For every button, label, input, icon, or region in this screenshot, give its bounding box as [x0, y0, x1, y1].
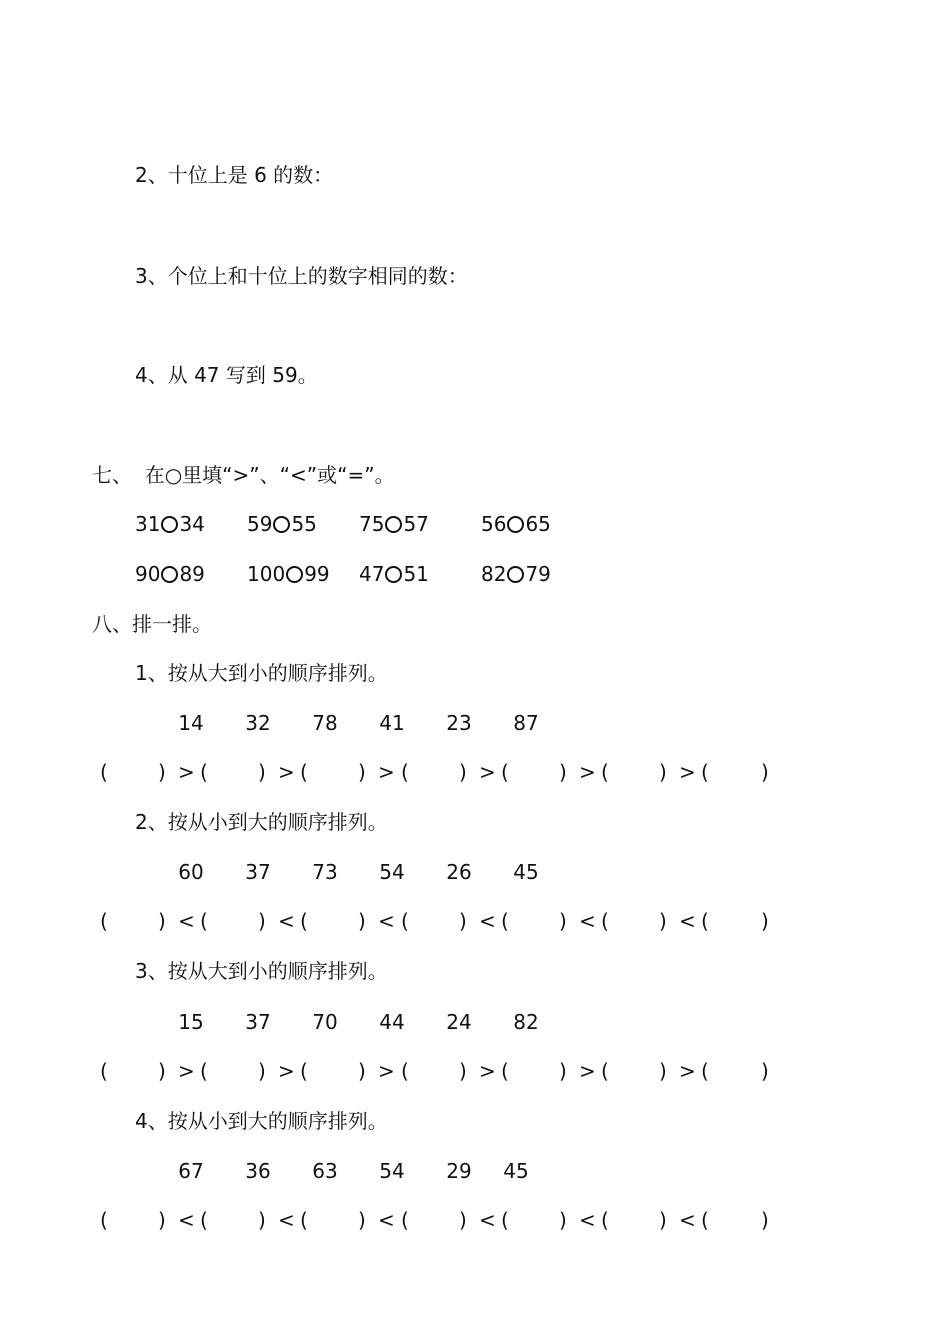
- number-to-order: 54: [379, 860, 405, 884]
- comparison-sign: <: [579, 1208, 596, 1232]
- blank-open-paren[interactable]: (: [300, 1059, 308, 1083]
- blank-open-paren[interactable]: (: [200, 909, 208, 933]
- blank-close-paren[interactable]: ): [358, 1059, 366, 1083]
- q6-item-3: 3、个位上和十位上的数字相同的数：: [135, 264, 468, 288]
- compare-item: [247, 512, 317, 536]
- number-to-order: 26: [446, 860, 472, 884]
- number-to-order: 73: [312, 860, 338, 884]
- blank-close-paren[interactable]: ): [358, 760, 366, 784]
- blank-close-paren[interactable]: ): [459, 760, 467, 784]
- comparison-sign: <: [178, 1208, 195, 1232]
- blank-open-paren[interactable]: (: [501, 1059, 509, 1083]
- blank-open-paren[interactable]: (: [601, 1059, 609, 1083]
- section8-heading: 八、排一排。: [92, 612, 212, 636]
- number-to-order: 60: [178, 860, 204, 884]
- number-to-order: 63: [312, 1159, 338, 1183]
- blank-close-paren[interactable]: ): [659, 1208, 667, 1232]
- comparison-sign: >: [579, 760, 596, 784]
- blank-close-paren[interactable]: ): [358, 1208, 366, 1232]
- number-to-order: 32: [245, 711, 271, 735]
- number-to-order: 37: [245, 860, 271, 884]
- number-to-order: 70: [312, 1010, 338, 1034]
- comparison-sign: >: [378, 760, 395, 784]
- compare-right: 65: [525, 512, 551, 536]
- answer-circle[interactable]: [161, 566, 178, 583]
- comparison-sign: <: [579, 909, 596, 933]
- blank-close-paren[interactable]: ): [258, 760, 266, 784]
- comparison-sign: <: [378, 1208, 395, 1232]
- comparison-sign: <: [479, 1208, 496, 1232]
- comparison-sign: >: [679, 760, 696, 784]
- blank-open-paren[interactable]: (: [100, 1059, 108, 1083]
- blank-close-paren[interactable]: ): [559, 1059, 567, 1083]
- compare-left: 82: [481, 562, 507, 586]
- comparison-sign: >: [178, 1059, 195, 1083]
- blank-close-paren[interactable]: ): [659, 760, 667, 784]
- blank-open-paren[interactable]: (: [100, 760, 108, 784]
- blank-open-paren[interactable]: (: [501, 760, 509, 784]
- blank-close-paren[interactable]: ): [158, 1059, 166, 1083]
- blank-close-paren[interactable]: ): [659, 1059, 667, 1083]
- comparison-sign: <: [679, 909, 696, 933]
- order-question-title: 4、按从小到大的顺序排列。: [135, 1109, 388, 1133]
- compare-right: 89: [179, 562, 205, 586]
- answer-circle[interactable]: [507, 516, 524, 533]
- compare-item: [359, 512, 429, 536]
- compare-left: 100: [247, 562, 286, 586]
- answer-circle[interactable]: [507, 566, 524, 583]
- comparison-sign: >: [479, 1059, 496, 1083]
- blank-close-paren[interactable]: ): [761, 909, 769, 933]
- q6-item-4: 4、从 47 写到 59。: [135, 363, 318, 387]
- comparison-sign: >: [479, 760, 496, 784]
- blank-close-paren[interactable]: ): [761, 760, 769, 784]
- number-to-order: 37: [245, 1010, 271, 1034]
- blank-open-paren[interactable]: (: [300, 760, 308, 784]
- number-to-order: 29: [446, 1159, 472, 1183]
- comparison-sign: <: [278, 909, 295, 933]
- blank-open-paren[interactable]: (: [601, 909, 609, 933]
- q6-item-2: 2、十位上是 6 的数：: [135, 163, 334, 187]
- blank-close-paren[interactable]: ): [459, 909, 467, 933]
- section7-heading: 七、 在○里填“>”、“<”或“=”。: [92, 463, 395, 487]
- number-to-order: 24: [446, 1010, 472, 1034]
- comparison-sign: <: [278, 1208, 295, 1232]
- blank-close-paren[interactable]: ): [761, 1059, 769, 1083]
- number-to-order: 23: [446, 711, 472, 735]
- blank-open-paren[interactable]: (: [300, 909, 308, 933]
- answer-circle[interactable]: [161, 516, 178, 533]
- blank-open-paren[interactable]: (: [501, 1208, 509, 1232]
- compare-item: [135, 512, 205, 536]
- number-to-order: 67: [178, 1159, 204, 1183]
- blank-close-paren[interactable]: ): [559, 909, 567, 933]
- answer-circle[interactable]: [385, 516, 402, 533]
- blank-close-paren[interactable]: ): [559, 1208, 567, 1232]
- number-to-order: 36: [245, 1159, 271, 1183]
- answer-circle[interactable]: [286, 566, 303, 583]
- number-to-order: 82: [513, 1010, 539, 1034]
- number-to-order: 14: [178, 711, 204, 735]
- blank-open-paren[interactable]: (: [601, 1208, 609, 1232]
- blank-open-paren[interactable]: (: [701, 1208, 709, 1232]
- comparison-sign: <: [178, 909, 195, 933]
- blank-open-paren[interactable]: (: [401, 760, 409, 784]
- compare-right: 79: [525, 562, 551, 586]
- compare-left: 90: [135, 562, 161, 586]
- compare-item: [247, 562, 330, 586]
- comparison-sign: <: [679, 1208, 696, 1232]
- number-to-order: 45: [503, 1159, 529, 1183]
- blank-open-paren[interactable]: (: [701, 1059, 709, 1083]
- number-to-order: 15: [178, 1010, 204, 1034]
- blank-open-paren[interactable]: (: [200, 1208, 208, 1232]
- compare-left: 75: [359, 512, 385, 536]
- comparison-sign: >: [178, 760, 195, 784]
- compare-right: 55: [291, 512, 317, 536]
- compare-right: 57: [403, 512, 429, 536]
- comparison-sign: <: [479, 909, 496, 933]
- answer-circle[interactable]: [385, 566, 402, 583]
- blank-open-paren[interactable]: (: [701, 760, 709, 784]
- blank-close-paren[interactable]: ): [559, 760, 567, 784]
- compare-item: [359, 562, 429, 586]
- blank-open-paren[interactable]: (: [601, 760, 609, 784]
- number-to-order: 78: [312, 711, 338, 735]
- blank-open-paren[interactable]: (: [200, 760, 208, 784]
- compare-right: 51: [403, 562, 429, 586]
- order-question-title: 2、按从小到大的顺序排列。: [135, 810, 388, 834]
- blank-close-paren[interactable]: ): [158, 1208, 166, 1232]
- number-to-order: 54: [379, 1159, 405, 1183]
- number-to-order: 44: [379, 1010, 405, 1034]
- blank-open-paren[interactable]: (: [100, 1208, 108, 1232]
- comparison-sign: <: [378, 909, 395, 933]
- comparison-sign: >: [278, 760, 295, 784]
- blank-close-paren[interactable]: ): [158, 909, 166, 933]
- blank-close-paren[interactable]: ): [258, 1059, 266, 1083]
- compare-left: 59: [247, 512, 273, 536]
- number-to-order: 45: [513, 860, 539, 884]
- order-question-title: 3、按从大到小的顺序排列。: [135, 959, 388, 983]
- compare-item: [481, 562, 551, 586]
- compare-right: 34: [179, 512, 205, 536]
- blank-open-paren[interactable]: (: [200, 1059, 208, 1083]
- compare-left: 56: [481, 512, 507, 536]
- blank-close-paren[interactable]: ): [158, 760, 166, 784]
- comparison-sign: >: [378, 1059, 395, 1083]
- compare-item: [481, 512, 551, 536]
- blank-close-paren[interactable]: ): [761, 1208, 769, 1232]
- comparison-sign: >: [679, 1059, 696, 1083]
- compare-left: 47: [359, 562, 385, 586]
- blank-close-paren[interactable]: ): [258, 1208, 266, 1232]
- blank-open-paren[interactable]: (: [401, 909, 409, 933]
- blank-open-paren[interactable]: (: [401, 1059, 409, 1083]
- blank-close-paren[interactable]: ): [258, 909, 266, 933]
- blank-close-paren[interactable]: ): [659, 909, 667, 933]
- compare-left: 31: [135, 512, 161, 536]
- compare-item: [135, 562, 205, 586]
- blank-open-paren[interactable]: (: [501, 909, 509, 933]
- answer-circle[interactable]: [273, 516, 290, 533]
- blank-close-paren[interactable]: ): [459, 1208, 467, 1232]
- comparison-sign: >: [278, 1059, 295, 1083]
- blank-open-paren[interactable]: (: [300, 1208, 308, 1232]
- blank-open-paren[interactable]: (: [701, 909, 709, 933]
- number-to-order: 87: [513, 711, 539, 735]
- comparison-sign: >: [579, 1059, 596, 1083]
- compare-right: 99: [304, 562, 330, 586]
- blank-open-paren[interactable]: (: [100, 909, 108, 933]
- number-to-order: 41: [379, 711, 405, 735]
- order-question-title: 1、按从大到小的顺序排列。: [135, 661, 388, 685]
- blank-open-paren[interactable]: (: [401, 1208, 409, 1232]
- blank-close-paren[interactable]: ): [459, 1059, 467, 1083]
- blank-close-paren[interactable]: ): [358, 909, 366, 933]
